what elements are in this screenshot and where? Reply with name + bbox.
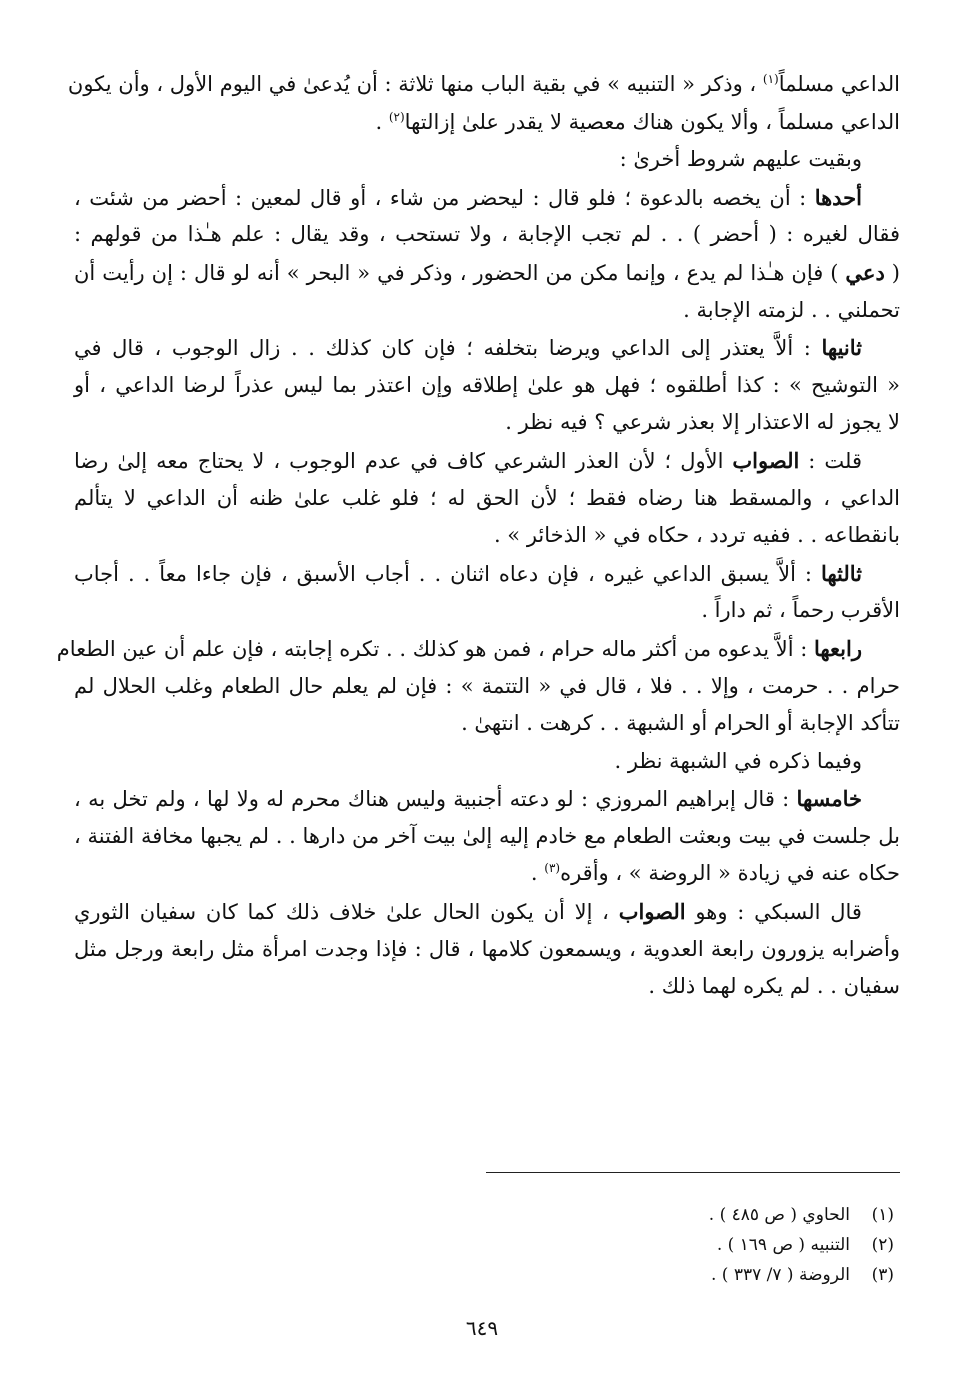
text-line bbox=[67, 66, 900, 104]
text-run: . bbox=[530, 861, 545, 886]
text-line bbox=[74, 216, 900, 254]
text-line bbox=[74, 893, 900, 931]
text-run: بل جلست في بيت وبعثت الطعام مع خادم إليه إلىٰ بيت آخر من دارها . . لم يجبها مخافة الفتنة ، bbox=[74, 823, 900, 848]
text-line bbox=[74, 254, 900, 292]
footnote-2 bbox=[494, 1230, 894, 1260]
bold-term: دعي bbox=[845, 259, 885, 285]
footnote-ref: (٣) bbox=[544, 861, 561, 876]
bold-term: رابعها bbox=[813, 635, 862, 661]
footnote-1 bbox=[494, 1200, 894, 1230]
text-line bbox=[74, 292, 900, 330]
bold-term: الصواب bbox=[732, 447, 800, 473]
footnote-number: (٢) bbox=[871, 1235, 894, 1255]
text-run: فقال لغيره : ( أحضر ) . . لم تجب الإجابة ، ولا تستحب ، وقد يقال : علم هـٰذا من قولهم : bbox=[74, 222, 900, 247]
text-run: : ألاَّ يعتذر إلى الداعي ويرضا بتخلفه ؛ فإن كان كذلك . . زال الوجوب ، قال في bbox=[74, 336, 822, 361]
text-run: تحملني . . لزمته الإجابة . bbox=[683, 297, 900, 322]
footnote-number: (٣) bbox=[871, 1265, 894, 1285]
text-run: بانقطاعه . . ففيه تردد ، حكاه في « الذخائر » . bbox=[493, 523, 900, 548]
text-run: . bbox=[375, 109, 389, 134]
text-run: ، إلا أن يكون الحال علىٰ خلاف ذلك كما كان سفيان الثوري bbox=[74, 900, 619, 925]
footnote-text: التنبيه ( ص ١٦٩ ) . bbox=[716, 1235, 850, 1255]
page-number: ٦٤٩ bbox=[465, 1316, 499, 1340]
text-line bbox=[74, 743, 900, 781]
footnote-number: (١) bbox=[871, 1205, 894, 1225]
text-line bbox=[74, 442, 900, 480]
footnote-divider bbox=[486, 1172, 900, 1173]
bold-term: ثانيها bbox=[821, 335, 862, 361]
text-run: قلت : bbox=[799, 448, 862, 473]
text-line bbox=[74, 517, 900, 555]
text-line bbox=[74, 931, 900, 969]
text-run: « التوشيح » : كذا أطلقوه ؛ فهل هو علىٰ إطلاقه وإن اعتذر بما ليس عذراً لرضا الداعي ، أو bbox=[74, 372, 900, 397]
text-line bbox=[74, 668, 900, 706]
text-line bbox=[74, 592, 900, 630]
text-run: الداعي مسلماً ، وألا يكون هناك معصية لا يقدر علىٰ إزالتها bbox=[404, 109, 900, 134]
bold-term: أحدها bbox=[814, 184, 862, 210]
bold-term: ثالثها bbox=[820, 560, 862, 586]
footnotes bbox=[494, 1200, 894, 1290]
text-run: الداعي مسلماً bbox=[778, 72, 900, 96]
text-line bbox=[74, 329, 900, 367]
text-run: ( bbox=[884, 260, 900, 285]
text-run: ، وذكر « التنبيه » في بقية الباب منها ثلاثة : أن يُدعىٰ في اليوم الأول ، وأن يكون bbox=[67, 72, 763, 96]
text-line bbox=[74, 141, 900, 179]
text-line bbox=[74, 480, 900, 518]
text-run: وبقيت عليهم شروط أخرىٰ : bbox=[619, 147, 862, 172]
text-line bbox=[74, 404, 900, 442]
bold-term: خامسها bbox=[796, 786, 862, 812]
text-run: : ألاَّ يدعوه من أكثر ماله حرام ، فمن هو كذلك . . تكره إجابته ، فإن علم أن عين الطعام bbox=[56, 636, 814, 661]
text-line bbox=[56, 630, 900, 668]
text-run: قال السبكي : وهو bbox=[685, 900, 862, 925]
footnote-3 bbox=[494, 1260, 894, 1290]
footnote-ref: (١) bbox=[762, 72, 779, 86]
text-run: : أن يخصه بالدعوة ؛ فلو قال : ليحضر من شاء ، أو قال لمعين : أحضر من شئت ، bbox=[74, 185, 815, 210]
text-line bbox=[74, 968, 900, 1006]
footnote-ref: (٢) bbox=[388, 109, 405, 124]
text-line bbox=[74, 705, 900, 743]
text-run: الأقرب رحماً ، ثم داراً . bbox=[701, 598, 900, 623]
text-run: وأضرابه يزورون رابعة العدوية ، ويسمعون كلامها ، قال : فإذا وجدت امرأة مثل رابعة ورجل مثل bbox=[74, 936, 900, 961]
text-run: : قال إبراهيم المروزي : لو دعته أجنبية وليس هناك محرم له ولا لها ، ولم تخل به ، bbox=[74, 787, 797, 812]
text-line bbox=[74, 855, 900, 893]
text-run: حكاه عنه في زيادة « الروضة » ، وأقره bbox=[560, 861, 900, 886]
text-line bbox=[74, 104, 900, 142]
text-run: ) فإن هـٰذا لم يدع ، وإنما مكن من الحضور ، وذكر في « البحر » أنه لو قال : إن رأيت أن bbox=[74, 260, 846, 285]
text-run: : ألاَّ يسبق الداعي غيره ، فإن دعاه اثنان . . أجاب الأسبق ، فإن جاءا معاً . . أجاب bbox=[74, 561, 821, 586]
text-run: الداعي ، والمسقط هنا رضاه فقط ؛ لأن الحق له ؛ فلو غلب علىٰ ظنه أن الداعي لا يتألم bbox=[74, 485, 900, 510]
text-line bbox=[74, 780, 900, 818]
footnote-text: الروضة ( ٧/ ٣٣٧ ) . bbox=[710, 1265, 850, 1285]
text-line bbox=[74, 818, 900, 856]
bold-term: الصواب bbox=[618, 899, 686, 925]
text-line bbox=[74, 555, 900, 593]
text-line bbox=[74, 179, 900, 217]
text-run: تتأكد الإجابة أو الحرام أو الشبهة . . كرهت . انتهىٰ . bbox=[461, 711, 900, 736]
footnote-text: الحاوي ( ص ٤٨٥ ) . bbox=[708, 1205, 850, 1225]
text-line bbox=[74, 367, 900, 405]
text-run: الأول ؛ لأن العذر الشرعي كاف في عدم الوجوب ، لا يحتاج معه إلىٰ رضا bbox=[74, 448, 733, 473]
text-run: حرام . . حرمت ، وإلا . . فلا ، قال في « التتمة » : فإن لم يعلم حال الطعام وغلب الحلال لم bbox=[74, 673, 900, 698]
text-run: لا يجوز له الاعتذار إلا بعذر شرعي ؟ فيه نظر . bbox=[505, 410, 900, 435]
text-run: وفيما ذكره في الشبهة نظر . bbox=[614, 748, 862, 773]
main-text bbox=[56, 66, 900, 1006]
text-run: سفيان . . لم يكره لهما ذلك . bbox=[648, 974, 900, 999]
